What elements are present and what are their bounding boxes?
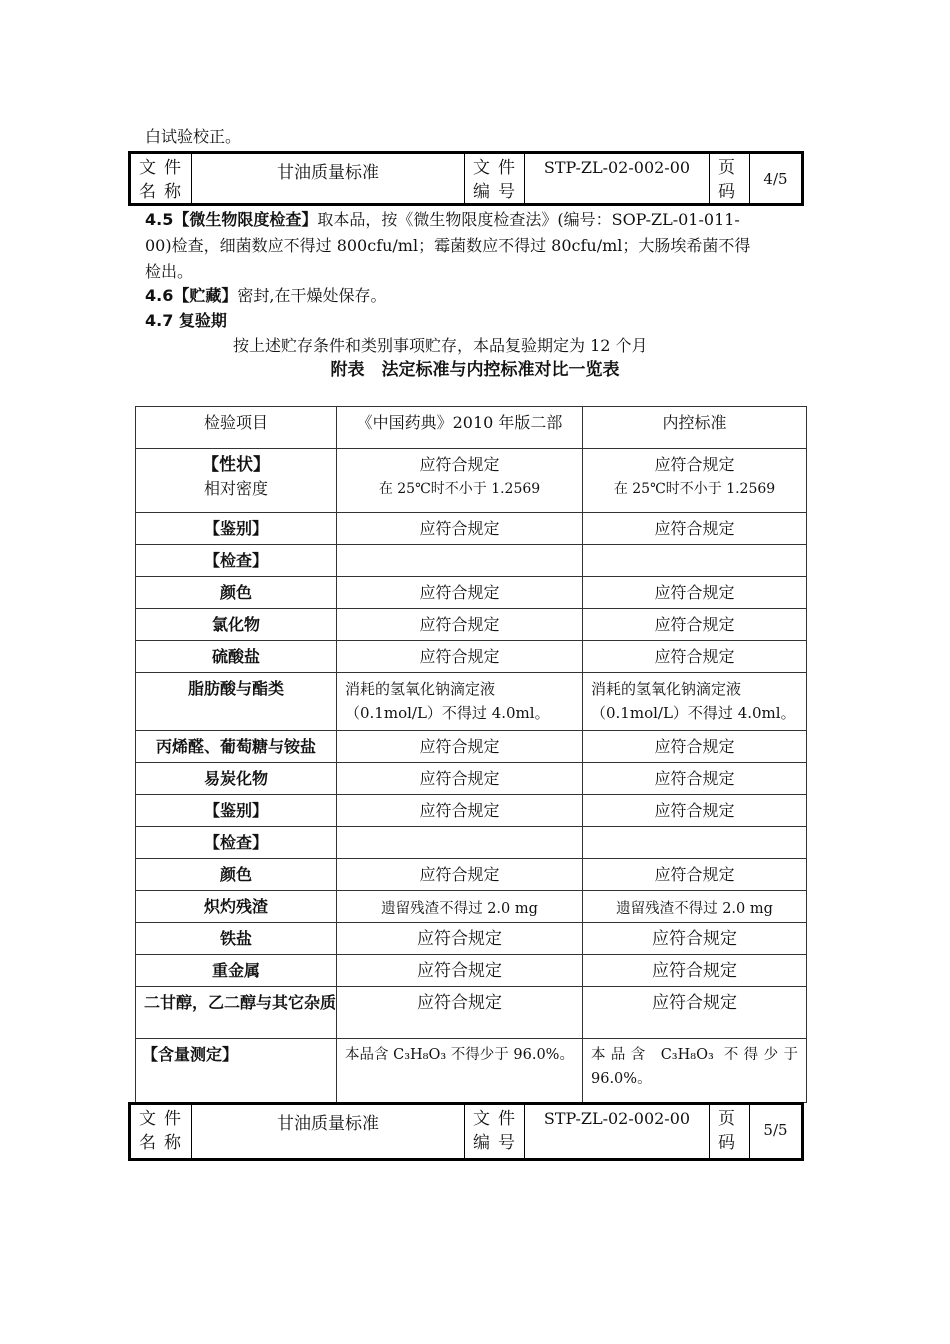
row-item: 【性状】 [202,455,270,475]
file-name-value: 甘油质量标准 [191,154,464,203]
row-value-a-sub: 在 25℃时不小于 1.2569 [378,481,541,497]
page-number: 4/5 [749,154,801,203]
row-value-a: 应符合规定 [337,923,583,955]
row-value-b: 应符合规定 [583,609,807,641]
row-value-a: 应符合规定 [337,513,583,545]
row-value-b: 应符合规定 [583,641,807,673]
row-value-a: 应符合规定 [337,609,583,641]
row-value-b: 应符合规定 [583,955,807,987]
document-header-2 [128,1102,804,1161]
table-row [136,641,807,673]
table-header-row [136,407,807,449]
table-row [136,449,807,513]
row-item: 脂肪酸与酯类 [136,673,337,731]
document-header-1 [128,151,804,206]
file-name-label: 文件名称 [139,1109,189,1153]
row-value-a [337,827,583,859]
row-value-a: 应符合规定 [337,987,583,1039]
section-4-6 [145,283,386,309]
row-value-a: 消耗的氢氧化钠滴定液 [345,680,496,698]
file-name-label: 文件名称 [139,158,189,202]
row-item: 炽灼残渣 [136,891,337,923]
table-row [136,609,807,641]
row-item: 颜色 [136,577,337,609]
header-item: 检验项目 [136,407,337,449]
table-row [136,577,807,609]
continued-text: 白试验校正。 [145,127,242,146]
table-row [136,859,807,891]
header-internal: 内控标准 [583,407,807,449]
file-code-value: STP-ZL-02-002-00 [524,154,709,203]
row-value-b [583,827,807,859]
section-4-6-title: 4.6【贮藏】 [145,286,238,305]
table-row [136,827,807,859]
header-pharmacopoeia: 《中国药典》2010 年版二部 [337,407,583,449]
row-item: 【鉴别】 [136,795,337,827]
row-item: 丙烯醛、葡萄糖与铵盐 [136,731,337,763]
section-4-7-text: 按上述贮存条件和类别事项贮存，本品复验期定为 12 个月 [233,336,648,355]
row-item: 二甘醇，乙二醇与其它杂质 [136,987,337,1039]
section-4-5-line2: 00)检查，细菌数应不得过 800cfu/ml；霉菌数应不得过 80cfu/ml；大肠埃希菌不得 [145,236,751,255]
table-row [136,891,807,923]
row-value-a: 应符合规定 [337,795,583,827]
row-item-sub: 相对密度 [203,479,268,498]
row-value-a: 遗留残渣不得过 2.0 mg [337,891,583,923]
row-value-a [337,545,583,577]
row-value-b: 应符合规定 [583,987,807,1039]
row-item: 易炭化物 [136,763,337,795]
section-4-5-line3: 检出。 [145,262,194,281]
table-row [136,763,807,795]
row-item: 【检查】 [136,545,337,577]
row-item: 硫酸盐 [136,641,337,673]
section-4-5-line1: 取本品，按《微生物限度检查法》(编号：SOP-ZL-01-011- [317,210,740,229]
table-row [136,673,807,731]
page-label: 页码 [709,154,749,203]
row-value-a: 应符合规定 [337,859,583,891]
row-value-b-sub: （0.1mol/L）不得过 4.0ml。 [591,704,796,722]
row-item: 颜色 [136,859,337,891]
row-value-a: 应符合规定 [419,455,500,474]
table-row [136,795,807,827]
row-value-b: 应符合规定 [583,763,807,795]
row-value-b: 遗留残渣不得过 2.0 mg [583,891,807,923]
row-value-a: 应符合规定 [337,577,583,609]
table-row [136,731,807,763]
table-row [136,1039,807,1103]
table-row [136,545,807,577]
table-row [136,987,807,1039]
row-value-b: 应符合规定 [583,859,807,891]
table-row [136,513,807,545]
section-4-5-title: 4.5【微生物限度检查】 [145,210,318,229]
section-4-5 [145,207,740,233]
row-value-b: 应符合规定 [583,513,807,545]
file-code-label: 文件编号 [464,154,524,203]
row-value-a-sub: （0.1mol/L）不得过 4.0ml。 [345,704,550,722]
row-item: 氯化物 [136,609,337,641]
file-name-value: 甘油质量标准 [191,1105,464,1158]
row-value-b: 消耗的氢氧化钠滴定液 [591,680,742,698]
appendix-title: 附表 法定标准与内控标准对比一览表 [330,360,620,380]
row-value-b: 应符合规定 [583,577,807,609]
table-row [136,955,807,987]
row-value-b: 应符合规定 [583,795,807,827]
row-value-b [583,545,807,577]
row-value-a: 应符合规定 [337,763,583,795]
page-label: 页码 [709,1105,749,1158]
row-item: 铁盐 [136,923,337,955]
row-value-b: 本品含 C₃H₈O₃ 不得少于 96.0%。 [583,1039,807,1103]
row-value-a: 应符合规定 [337,955,583,987]
row-item: 【鉴别】 [136,513,337,545]
file-code-label: 文件编号 [464,1105,524,1158]
section-4-6-text: 密封,在干燥处保存。 [237,286,387,305]
row-value-a: 应符合规定 [337,641,583,673]
row-item: 【检查】 [136,827,337,859]
page-number: 5/5 [749,1105,801,1158]
row-value-a: 应符合规定 [337,731,583,763]
comparison-table [135,406,807,1103]
row-value-b: 应符合规定 [583,923,807,955]
file-code-value: STP-ZL-02-002-00 [524,1105,709,1158]
row-value-b-sub: 在 25℃时不小于 1.2569 [613,481,776,497]
row-value-b: 应符合规定 [583,731,807,763]
row-value-b: 应符合规定 [654,455,735,474]
row-item: 重金属 [136,955,337,987]
row-item: 【含量测定】 [136,1039,337,1103]
section-4-7-title: 4.7 复验期 [145,311,227,330]
row-value-a: 本品含 C₃H₈O₃ 不得少于 96.0%。 [337,1039,583,1103]
table-row [136,923,807,955]
